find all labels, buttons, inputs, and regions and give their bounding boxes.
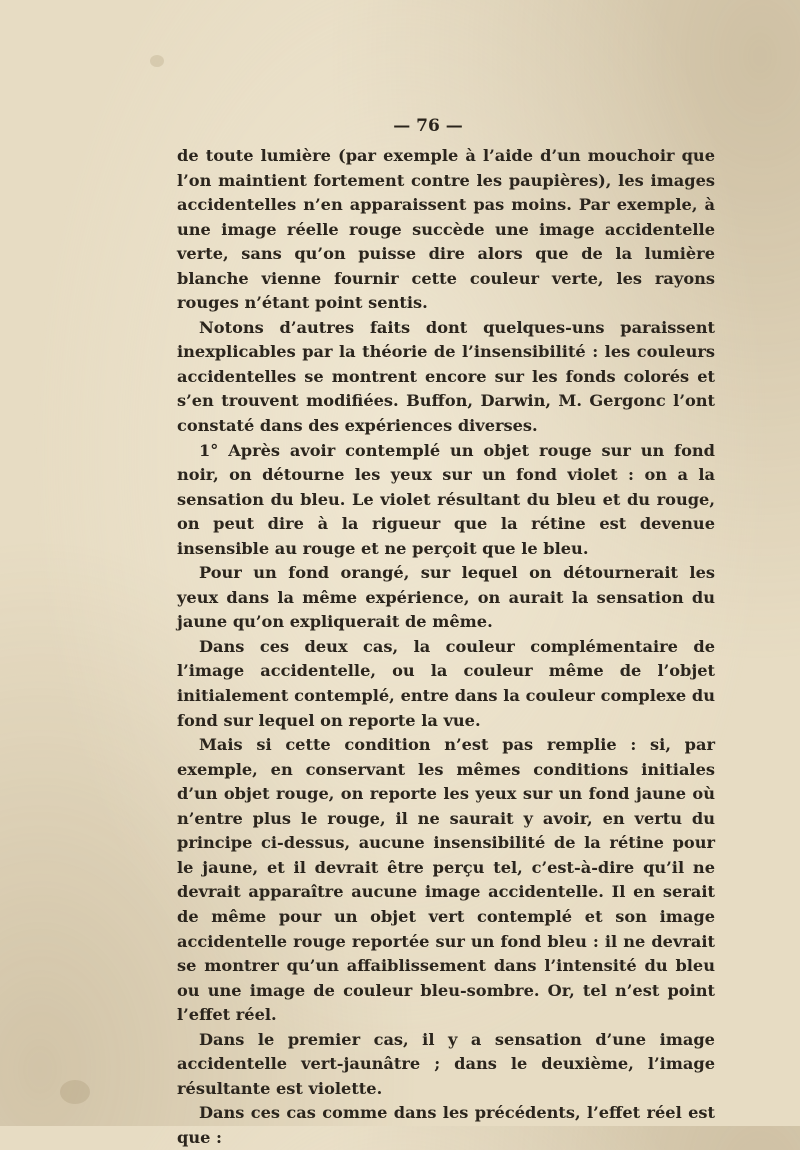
paragraph: Pour un fond orangé, sur lequel on détournerait les yeux dans la même expérience, on aurait la sensation du jaune qu’on expliquerait de même.	[177, 563, 715, 632]
paragraph: Dans le premier cas, il y a sensation d’une image accidentelle vert-jaunâtre ; dans le deuxième, l’image résultante est violette.	[177, 1029, 715, 1098]
paragraph: de toute lumière (par exemple à l’aide d’un mouchoir que l’on maintient fortement contre les paupières), les images accidentelles n’en apparaissent pas moins. Par exemple, à une image réelle rouge succède une image accidentelle verte, sans qu’on puisse dire alors que de la lumière blanche vienne fournir cette couleur verte, les rayons rouges n’étant point sentis.	[177, 146, 715, 313]
paper-stain	[60, 1080, 90, 1104]
paper-stain	[150, 55, 164, 67]
paragraph: Mais si cette condition n’est pas remplie : si, par exemple, en conservant les mêmes conditions initiales d’un objet rouge, on reporte les yeux sur un fond jaune où n’entre plus le rouge, il ne saurait y avoir, en vertu du principe ci-dessus, aucune insensibilité de la rétine pour le jaune, et il devrait être perçu tel, c’est-à-dire qu’il ne devrait apparaître aucune image accidentelle. Il en serait de même pour un objet vert contemplé et son image accidentelle rouge reportée sur un fond bleu : il ne devrait se montrer qu’un affaiblissement dans l’intensité du bleu ou une image de couleur bleu-sombre. Or, tel n’est point l’effet réel.	[177, 735, 715, 1025]
paragraph: 1° Après avoir contemplé un objet rouge sur un fond noir, on détourne les yeux sur un fond violet : on a la sensation du bleu. Le violet résultant du bleu et du rouge, on peut dire à la rigueur que la rétine est devenue insensible au rouge et ne perçoit que le bleu.	[177, 440, 715, 558]
paragraph: Notons d’autres faits dont quelques-uns paraissent inexplicables par la théorie de l’insensibilité : les couleurs accidentelles se montrent encore sur les fonds colorés et s’en trouvent modifiées. Buffon, Darwin, M. Gergonc l’ont constaté dans des expériences diverses.	[177, 317, 715, 436]
body-text	[177, 144, 715, 1150]
page-number: — 76 —	[393, 116, 463, 136]
paragraph: Dans ces cas comme dans les précédents, l’effet réel est que :	[177, 1103, 715, 1147]
paragraph: Dans ces deux cas, la couleur complémentaire de l’image accidentelle, ou la couleur même de l’objet initialement contemplé, entre dans la couleur complexe du fond sur lequel on reporte la vue.	[177, 636, 715, 730]
